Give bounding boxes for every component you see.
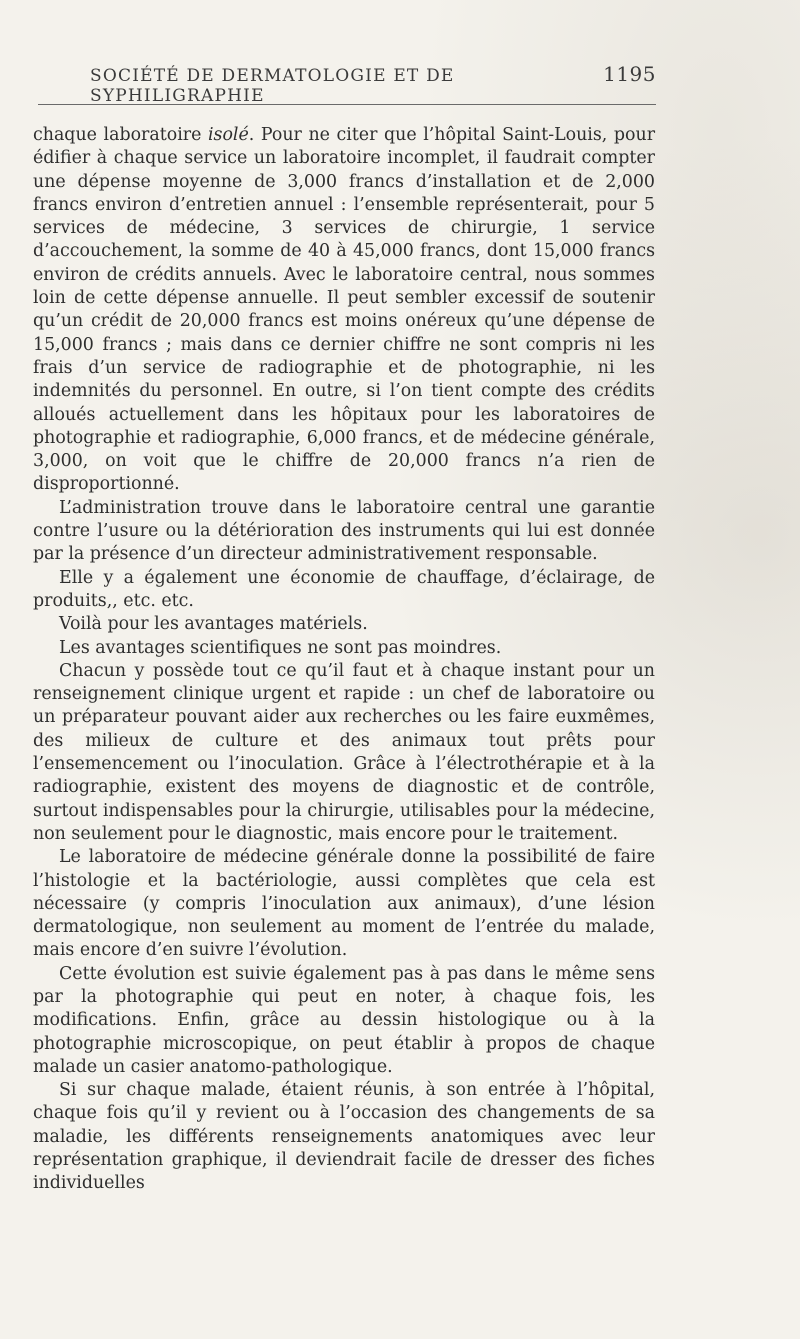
paragraph-6: Chacun y possède tout ce qu’il faut et à chaque instant pour un renseignement clinique urgent et rapide : un chef de laboratoire ou un préparateur pouvant aider aux recherches ou les faire euxmêmes, des milieux de culture et des animaux tout prêts pour l’ensemencement ou l’inoculation. Grâce à l’électrothérapie et à la radiographie, existent des moyens de diagnostic et de contrôle, surtout indispensables pour la chirurgie, utilisables pour la médecine, non seulement pour le diagnostic, mais encore pour le traitement. — [33, 660, 655, 844]
paragraph-5: Les avantages scientifiques ne sont pas moindres. — [59, 637, 502, 658]
paragraph-3: Elle y a également une économie de chauffage, d’éclairage, de produits,, etc. etc. — [33, 567, 655, 611]
paragraph-1-rest: . Pour ne citer que l’hôpital Saint-Louis, pour édifier à chaque service un laboratoire incomplet, il faudrait compter une dépense moyenne de 3,000 francs d’installation et de 2,000 francs environ d’entretien annuel : l’ensemble représenterait, pour 5 services de médecine, 3 services de chirurgie, 1 service d’accouchement, la somme de 40 à 45,000 francs, dont 15,000 francs environ de crédits annuels. Avec le laboratoire central, nous sommes loin de cette dépense annuelle. Il peut sembler excessif de soutenir qu’un crédit de 20,000 francs est moins onéreux qu’une dépense de 15,000 francs ; mais dans ce dernier chiffre ne sont compris ni les frais d’un service de radiographie et de photographie, ni les indemnités du personnel. En outre, si l’on tient compte des crédits alloués actuellement dans les hôpitaux pour les laboratoires de photographie et radiographie, 6,000 francs, et de médecine générale, 3,000, on voit que le chiffre de 20,000 francs n’a rien de disproportionné. — [33, 125, 656, 495]
paragraph-9: Si sur chaque malade, étaient réunis, à son entrée à l’hôpital, chaque fois qu’il y revient ou à l’occasion des changements de sa maladie, les différents renseignements anatomiques avec leur représentation graphique, il deviendrait facile de dresser des fiches individuelles — [33, 1080, 655, 1194]
paragraph-1 — [33, 124, 655, 497]
header-rule — [38, 104, 656, 105]
running-head — [90, 62, 656, 106]
page-number: 1195 — [603, 62, 656, 86]
paragraph-7: Le laboratoire de médecine générale donne la possibilité de faire l’histologie et la bactériologie, aussi complètes que cela est nécessaire (y compris l’inoculation aux animaux), d’une lésion dermatologique, non seulement au moment de l’entrée du malade, mais encore d’en suivre l’évolution. — [33, 847, 655, 961]
paragraph-1-emphasis: isolé — [207, 125, 249, 145]
body-text — [33, 124, 655, 1196]
running-head-title: SOCIÉTÉ DE DERMATOLOGIE ET DE SYPHILIGRAPHIE — [90, 66, 455, 106]
paragraph-2: L’administration trouve dans le laboratoire central une garantie contre l’usure ou la détérioration des instruments qui lui est donnée par la présence d’un directeur administrativement responsable. — [33, 497, 655, 565]
paragraph-1-start: chaque laboratoire — [33, 125, 208, 145]
paragraph-8: Cette évolution est suivie également pas à pas dans le même sens par la photographie qui peut en noter, à chaque fois, les modifications. Enfin, grâce au dessin histologique ou à la photographie microscopique, on peut établir à propos de chaque malade un casier anatomo-pathologique. — [33, 963, 655, 1077]
paragraph-4: Voilà pour les avantages matériels. — [59, 614, 368, 635]
